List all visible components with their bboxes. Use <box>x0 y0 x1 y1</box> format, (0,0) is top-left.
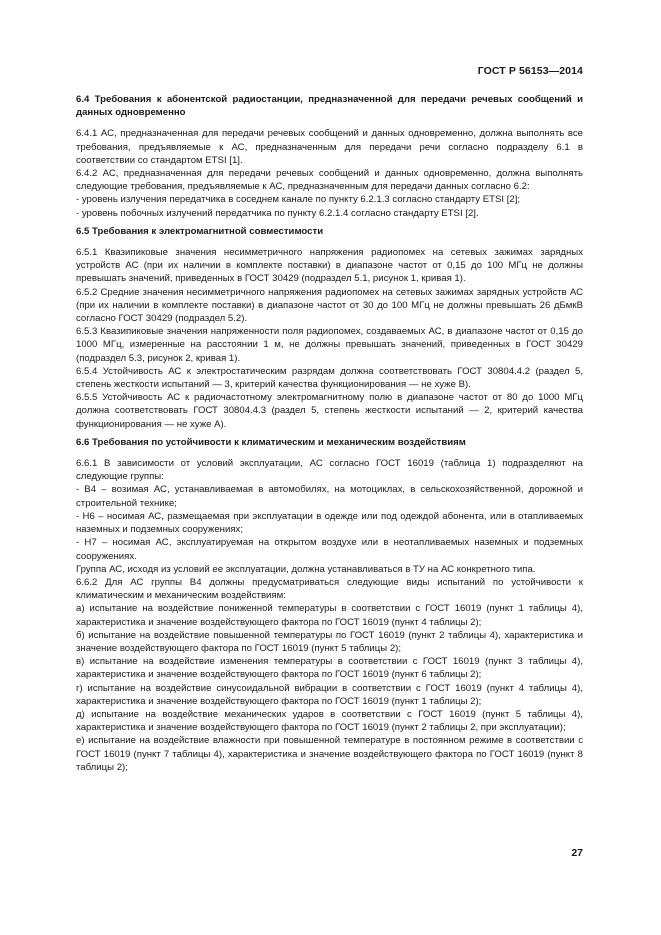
list-item: б) испытание на воздействие повышенной температуры по ГОСТ 16019 (пункт 2 таблицы 4), характеристика и значение воздействующего фактора по ГОСТ 16019 (пункт 5 таблицы 2); <box>76 629 583 654</box>
paragraph: 6.5.5 Устойчивость АС к радиочастотному электромагнитному полю в диапазоне частот от 80 до 1000 МГц должна соответствовать ГОСТ 30804.4.3 (раздел 5, степень жесткости испытаний — 2, критерий качества функционирования — не хуже А). <box>76 392 583 430</box>
paragraph: 6.6.1 В зависимости от условий эксплуатации, АС согласно ГОСТ 16019 (таблица 1) подразделяют на следующие группы: <box>76 458 583 483</box>
paragraph: 6.4.1 АС, предназначенная для передачи речевых сообщений и данных одновременно, должна выполнять все требования, предъявляемые к АС, предназначенным для передачи речи согласно подразделу 6.1 в соответствии со стандартом ETSI [1]. <box>76 128 583 166</box>
section-heading: 6.4 Требования к абонентской радиостанции, предназначенной для передачи речевых сообщений и данных одновременно <box>76 94 583 119</box>
paragraph: 6.5.4 Устойчивость АС к электростатическим разрядам должна соответствовать ГОСТ 30804.4.2 (раздел 5, степень жесткости испытаний — 3, критерий качества функционирования — не хуже В). <box>76 365 583 391</box>
list-item: - Н7 – носимая АС, эксплуатируемая на открытом воздухе или в неотапливаемых наземных и подземных сооружениях. <box>76 537 583 562</box>
list-item: е) испытание на воздействие влажности при повышенной температуре в постоянном режиме в соответствии с ГОСТ 16019 (пункт 7 таблицы 4), характеристика и значение воздействующего фактора по ГОСТ 16019 (пункт 8 таблицы 2); <box>76 735 583 773</box>
list-item: - В4 – возимая АС, устанавливаемая в автомобилях, на мотоциклах, в сельскохозяйственной, дорожной и строительной технике; <box>76 484 583 509</box>
list-item: - уровень излучения передатчика в соседнем канале по пункту 6.2.1.3 согласно стандарту ETSI [2]; <box>76 194 521 206</box>
section-6-6 <box>76 436 583 774</box>
list-item: д) испытание на воздействие механических ударов в соответствии с ГОСТ 16019 (пункт 5 таблицы 4), характеристика и значение воздействующего фактора по ГОСТ 16019 (пункт 2 таблицы 2, при эксплуатации); <box>76 708 583 734</box>
list-item: - Н6 – носимая АС, размещаемая при эксплуатации в одежде или под одеждой абонента, или в отапливаемых наземных и подземных сооружениях; <box>76 510 583 536</box>
paragraph: 6.5.1 Квазипиковые значения несимметричного напряжения радиопомех на сетевых зажимах зарядных устройств АС (при их наличии в комплекте поставки) в диапазоне частот от 0,15 до 100 МГц не должны превышать значений, приведенных в ГОСТ 30429 (подраздел 5.1, рисунок 1, кривая 1). <box>76 247 583 285</box>
document-code: ГОСТ Р 56153—2014 <box>477 65 583 77</box>
list-item: а) испытание на воздействие пониженной температуры в соответствии с ГОСТ 16019 (пункт 1 таблицы 4), характеристика и значение воздействующего фактора по ГОСТ 16019 (пункт 4 таблицы 2); <box>76 603 583 628</box>
paragraph: 6.5.3 Квазипиковые значения напряженности поля радиопомех, создаваемых АС, в диапазоне частот от 0,15 до 1000 МГц, измеренные на расстоянии 1 м, не должны превышать значений, приведенных в ГОСТ 30429 (подраздел 5.3, рисунок 2, кривая 1). <box>76 326 583 364</box>
list-item: в) испытание на воздействие изменения температуры в соответствии с ГОСТ 16019 (пункт 3 таблицы 4), характеристика и значение воздействующего фактора по ГОСТ 16019 (пункт 6 таблицы 2); <box>76 656 583 681</box>
document-body <box>76 93 583 774</box>
section-6-4 <box>76 93 583 220</box>
section-heading: 6.5 Требования к электромагнитной совместимости <box>76 225 324 237</box>
paragraph: Группа АС, исходя из условий ее эксплуатации, должна устанавливаться в ТУ на АС конкретного типа. <box>76 563 536 575</box>
paragraph: 6.4.2 АС, предназначенная для передачи речевых сообщений и данных одновременно, должна выполнять следующие требования, предъявляемые к АС, предназначенным для передачи данных согласно 6.2: <box>76 168 583 193</box>
list-item: г) испытание на воздействие синусоидальной вибрации в соответствии с ГОСТ 16019 (пункт 4 таблицы 4), характеристика и значение воздействующего фактора по ГОСТ 16019 (пункт 1 таблицы 2); <box>76 682 583 707</box>
paragraph: 6.6.2 Для АС группы В4 должны предусматриваться следующие виды испытаний по устойчивости к климатическим и механическим воздействиям: <box>76 576 583 602</box>
list-item: - уровень побочных излучений передатчика по пункту 6.2.1.4 согласно стандарту ETSI [2]. <box>76 207 479 219</box>
section-heading: 6.6 Требования по устойчивости к климатическим и механическим воздействиям <box>76 436 466 448</box>
page-number: 27 <box>571 847 583 859</box>
section-6-5 <box>76 225 583 431</box>
paragraph: 6.5.2 Средние значения несимметричного напряжения радиопомех на сетевых зажимах зарядных устройств АС (при их наличии в комплекте поставки) в диапазоне частот от 30 до 100 МГц не должны превышать 26 дБмкВ согласно ГОСТ 30429 (подраздел 5.2). <box>76 286 583 325</box>
